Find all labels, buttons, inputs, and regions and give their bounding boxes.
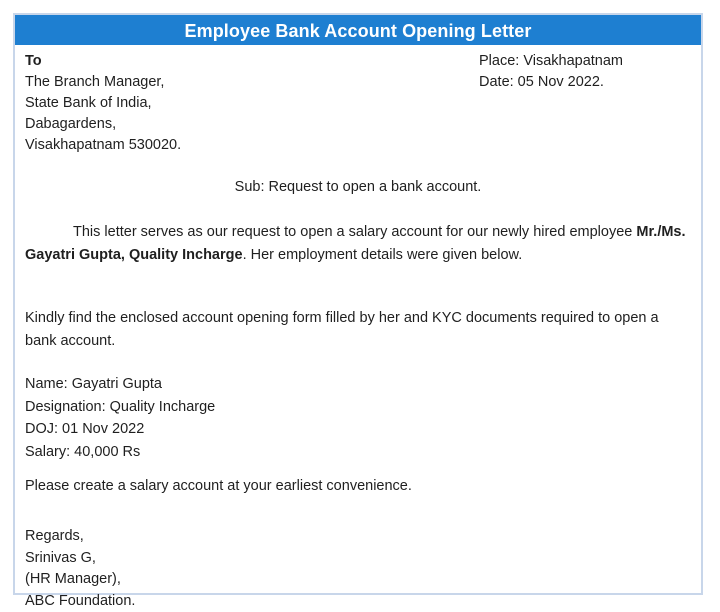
to-label: To xyxy=(25,51,181,72)
signoff-line: Srinivas G, xyxy=(25,548,135,570)
body-paragraph-1 xyxy=(25,221,693,267)
letter-title: Employee Bank Account Opening Letter xyxy=(15,15,701,45)
signoff-line: Regards, xyxy=(25,526,135,548)
signoff-line: (HR Manager), xyxy=(25,569,135,591)
recipient-line: Visakhapatnam 530020. xyxy=(25,135,181,156)
place-date-block xyxy=(479,51,623,93)
body-paragraph-2: Kindly find the enclosed account opening form filled by her and KYC documents required to open a bank account. xyxy=(25,307,693,353)
signoff-line: ABC Foundation. xyxy=(25,591,135,612)
detail-designation: Designation: Quality Incharge xyxy=(25,396,215,419)
recipient-line: The Branch Manager, xyxy=(25,72,181,93)
employee-highlight: Mr./Ms. Gayatri Gupta, Quality Incharge xyxy=(25,224,686,263)
detail-doj: DOJ: 01 Nov 2022 xyxy=(25,418,215,441)
employee-details xyxy=(25,373,215,463)
letter-card xyxy=(13,13,703,595)
recipient-block xyxy=(25,51,181,156)
recipient-line: Dabagardens, xyxy=(25,114,181,135)
place-line: Place: Visakhapatnam xyxy=(479,51,623,72)
recipient-line: State Bank of India, xyxy=(25,93,181,114)
para1-end: . Her employment details were given below. xyxy=(243,247,523,263)
detail-salary: Salary: 40,000 Rs xyxy=(25,441,215,464)
para1-text: This letter serves as our request to open a salary account for our newly hired employee xyxy=(73,224,636,240)
subject-line: Sub: Request to open a bank account. xyxy=(15,177,701,198)
closing-line: Please create a salary account at your earliest convenience. xyxy=(25,476,412,497)
signoff-block xyxy=(25,526,135,612)
detail-name: Name: Gayatri Gupta xyxy=(25,373,215,396)
date-line: Date: 05 Nov 2022. xyxy=(479,72,623,93)
